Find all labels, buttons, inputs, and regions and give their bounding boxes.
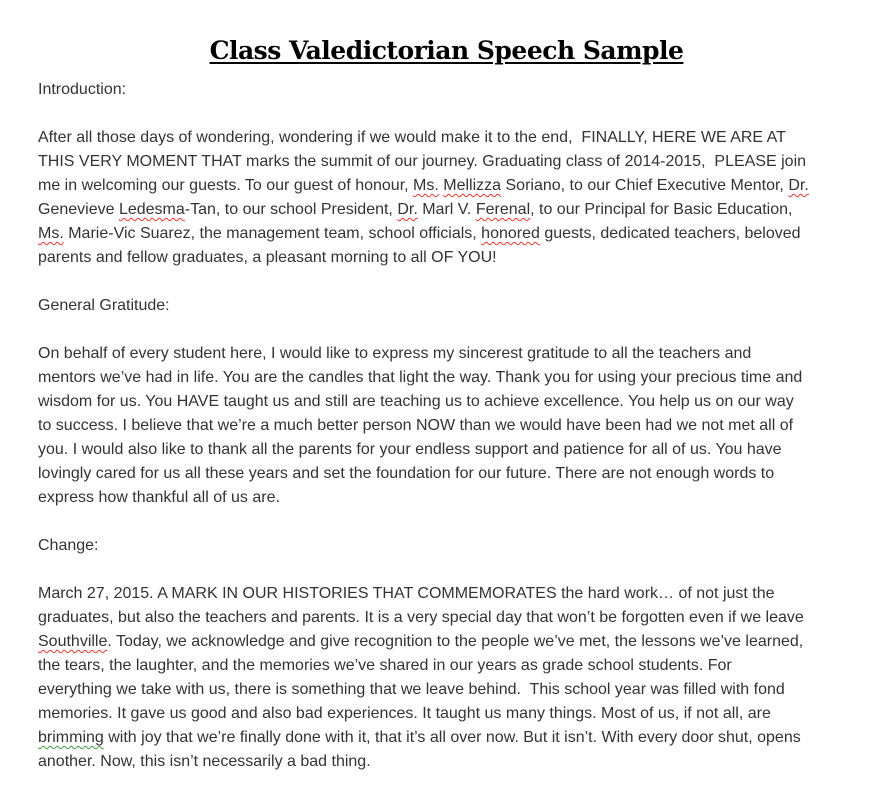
misspelled-word: Dr. <box>788 177 809 194</box>
text-run: everything we take with us, there is something that we leave behind. This school year was filled with fond <box>38 681 785 698</box>
text-line <box>38 246 855 270</box>
paragraph <box>38 342 855 510</box>
misspelled-word: Southville <box>38 633 108 650</box>
text-run: After all those days of wondering, wondering if we would make it to the end, FINALLY, HERE WE ARE AT <box>38 129 786 146</box>
paragraph <box>38 126 855 270</box>
misspelled-word: Mellizza <box>443 177 502 194</box>
text-run: March 27, 2015. A MARK IN OUR HISTORIES THAT COMMEMORATES the hard work… of not just the <box>38 585 775 602</box>
text-line <box>38 606 855 630</box>
text-run: -Tan, to our school President, <box>184 201 398 218</box>
section-heading <box>38 294 855 318</box>
document-body <box>38 78 855 774</box>
text-line <box>38 630 855 654</box>
text-line <box>38 78 855 102</box>
section-heading <box>38 78 855 102</box>
text-line <box>38 702 855 726</box>
text-run: . Today, we acknowledge and give recognition to the people we’ve met, the lessons we’ve learned, <box>107 633 804 650</box>
text-line <box>38 342 855 366</box>
text-run: Marl V. <box>417 201 476 218</box>
misspelled-word: Ms. <box>38 225 64 242</box>
text-run: THIS VERY MOMENT THAT marks the summit of our journey. Graduating class of 2014-2015, PLEASE join <box>38 153 807 170</box>
text-run: General Gratitude: <box>38 297 170 314</box>
text-line <box>38 654 855 678</box>
paragraph <box>38 582 855 774</box>
text-line <box>38 198 855 222</box>
text-run: the tears, the laughter, and the memories we’ve shared in our years as grade school students. For <box>38 657 732 674</box>
text-line <box>38 222 855 246</box>
text-run: , to our Principal for Basic Education, <box>530 201 793 218</box>
text-line <box>38 414 855 438</box>
text-run: mentors we’ve had in life. You are the candles that light the way. Thank you for using your precious time and <box>38 369 803 386</box>
text-run: Soriano, to our Chief Executive Mentor, <box>501 177 789 194</box>
text-run: guests, dedicated teachers, beloved <box>539 225 801 242</box>
text-line <box>38 750 855 774</box>
misspelled-word: honored <box>481 225 540 242</box>
misspelled-word: Ms. <box>413 177 439 194</box>
misspelled-word: Ledesma <box>118 201 185 218</box>
text-line <box>38 462 855 486</box>
text-line <box>38 294 855 318</box>
grammar-flagged-word: brimming <box>38 729 104 746</box>
text-run: memories. It gave us good and also bad experiences. It taught us many things. Most of us, if not all, are <box>38 705 771 722</box>
text-line <box>38 534 855 558</box>
document-title: Class Valedictorian Speech Sample <box>209 36 684 65</box>
misspelled-word: Dr. <box>397 201 418 218</box>
text-run: Introduction: <box>38 81 127 98</box>
text-run: wisdom for us. You HAVE taught us and still are teaching us to achieve excellence. You help us on our way <box>38 393 794 410</box>
text-line <box>38 438 855 462</box>
text-line <box>38 174 855 198</box>
misspelled-word: Ferenal <box>475 201 531 218</box>
text-run: graduates, but also the teachers and parents. It is a very special day that won’t be forgotten even if we leave <box>38 609 804 626</box>
text-run: with joy that we’re finally done with it, that it’s all over now. But it isn’t. With every door shut, opens <box>103 729 801 746</box>
text-line <box>38 366 855 390</box>
text-run: Marie-Vic Suarez, the management team, school officials, <box>63 225 482 242</box>
text-run: to success. I believe that we’re a much better person NOW than we would have been had we not met all of <box>38 417 794 434</box>
text-line <box>38 726 855 750</box>
text-run: On behalf of every student here, I would like to express my sincerest gratitude to all the teachers and <box>38 345 752 362</box>
text-run: lovingly cared for us all these years and set the foundation for our future. There are not enough words to <box>38 465 775 482</box>
text-run: another. Now, this isn’t necessarily a bad thing. <box>38 753 371 770</box>
text-line <box>38 486 855 510</box>
text-line <box>38 150 855 174</box>
text-run: express how thankful all of us are. <box>38 489 280 506</box>
text-line <box>38 678 855 702</box>
text-line <box>38 582 855 606</box>
text-line <box>38 390 855 414</box>
text-run: Change: <box>38 537 99 554</box>
text-run: me in welcoming our guests. To our guest of honour, <box>38 177 414 194</box>
text-line <box>38 126 855 150</box>
text-run: you. I would also like to thank all the parents for your endless support and patience for all of us. You have <box>38 441 782 458</box>
text-run: Genevieve <box>38 201 119 218</box>
section-heading <box>38 534 855 558</box>
text-run: parents and fellow graduates, a pleasant morning to all OF YOU! <box>38 249 497 266</box>
